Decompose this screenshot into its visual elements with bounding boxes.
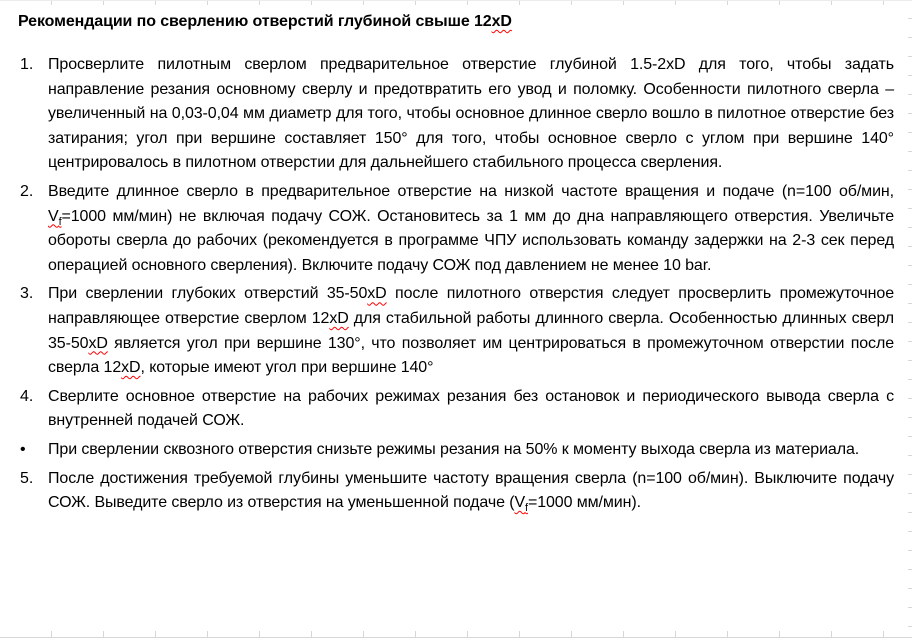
list-item-4 bbox=[18, 385, 894, 434]
list-item-2 bbox=[18, 180, 894, 278]
list-item-marker: 4. bbox=[20, 387, 34, 405]
spellcheck-underline: xD bbox=[329, 309, 349, 327]
list-item-1 bbox=[18, 53, 894, 176]
list-item-text: После достижения требуемой глубины уменьшите частоту вращения сверла (n=100 об/мин). Выключите подачу СОЖ. Выведите сверло из отверстия на уменьшенной подаче ($V_f=1000$ мм/мин). bbox=[48, 469, 894, 515]
document-content bbox=[18, 10, 894, 520]
list-item-text: Сверлите основное отверстие на рабочих режимах резания без остановок и периодического вывода сверла с внутренней подачей СОЖ. bbox=[48, 387, 894, 430]
list-item-marker: 2. bbox=[20, 182, 34, 200]
spellcheck-underline: $V_f$ bbox=[514, 494, 528, 515]
table-gridline-right bbox=[908, 0, 912, 637]
list-item-marker: • bbox=[20, 440, 26, 458]
spellcheck-underline: xD bbox=[121, 359, 141, 377]
list-item-marker: 1. bbox=[20, 56, 34, 73]
list-item-text: При сверлении глубоких отверстий 35-50xD после пилотного отверстия следует просверлить промежуточное направляющее отверстие сверлом 12xD для стабильной работы длинного сверла. Особенностью длинных сверл 35-50xD является угол при вершине 130°, что позволяет им центрироваться в промежуточном отверстии после сверла 12xD, которые имеют угол при вершине 140° bbox=[48, 285, 895, 377]
list-item-text: Просверлите пилотным сверлом предварительное отверстие глубиной 1.5-2xD для того, чтобы задать направление резания основному сверлу и предотвратить его увод и поломку. Особенности пилотного сверла – увеличенный на 0,03-0,04 мм диаметр для того, чтобы основное длинное сверло вошло в пилотное отверстие без затирания; угол при вершине составляет 150° для того, чтобы основное сверло с углом при вершине 140° центрировалось в пилотном отверстии для дальнейшего стабильного процесса сверления. bbox=[48, 56, 894, 172]
spellcheck-underline: $V_f$ bbox=[48, 207, 62, 228]
list-item-5 bbox=[18, 467, 894, 516]
spellcheck-underline: xD bbox=[88, 334, 108, 352]
table-gridline-bottom bbox=[0, 631, 912, 638]
list-item-3 bbox=[18, 282, 894, 380]
document-title: Рекомендации по сверлению отверстий глубиной свыше 12xD bbox=[18, 13, 512, 30]
list-item-text: Введите длинное сверло в предварительное отверстие на низкой частоте вращения и подаче (n=100 об/мин, $V_f=1000$ мм/мин) не включая подачу СОЖ. Остановитесь за 1 мм до дна направляющего отверстия. Увеличьте обороты сверла до рабочих (рекомендуется в программе ЧПУ использовать команду задержки на 2-3 сек перед операцией основного сверления). Включите подачу СОЖ под давлением не менее 10 bar. bbox=[48, 182, 894, 274]
list-item-marker: 5. bbox=[20, 469, 34, 487]
list-item-text: При сверлении сквозного отверстия снизьте режимы резания на 50% к моменту выхода сверла из материала. bbox=[48, 440, 860, 458]
list-item-marker: 3. bbox=[20, 285, 34, 303]
list-item-bullet bbox=[18, 438, 894, 463]
spellcheck-underline: xD bbox=[491, 13, 512, 30]
spellcheck-underline: xD bbox=[367, 285, 387, 303]
recommendations-list bbox=[18, 53, 894, 516]
table-gridline-top bbox=[0, 0, 912, 5]
